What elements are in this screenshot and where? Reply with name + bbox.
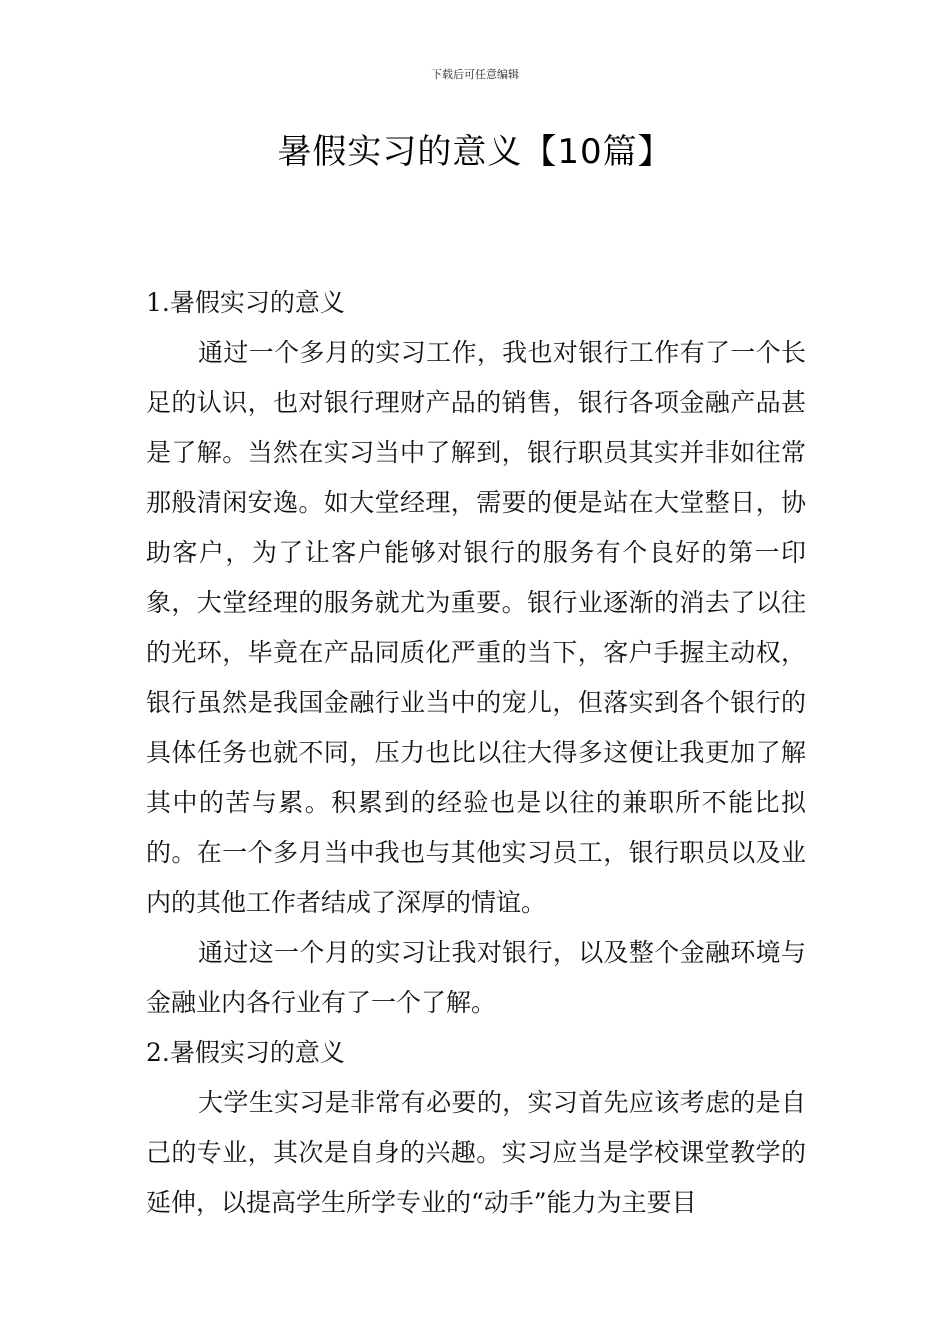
section-heading-1: 1.暑假实习的意义 xyxy=(146,288,345,317)
paragraph-2-1: 大学生实习是非常有必要的，实习首先应该考虑的是自己的专业，其次是自身的兴趣。实习应当是学校课堂教学的延伸，以提高学生所学专业的“动手”能力为主要目 xyxy=(146,1088,806,1217)
header-note: 下载后可任意编辑 xyxy=(431,68,519,81)
page-title: 暑假实习的意义【10篇】 xyxy=(277,132,673,172)
document-body xyxy=(146,278,806,1228)
section-heading-2: 2.暑假实习的意义 xyxy=(146,1038,345,1067)
paragraph-1-1: 通过一个多月的实习工作，我也对银行工作有了一个长足的认识，也对银行理财产品的销售，银行各项金融产品甚是了解。当然在实习当中了解到，银行职员其实并非如往常那般清闲安逸。如大堂经理，需要的便是站在大堂整日，协助客户，为了让客户能够对银行的服务有个良好的第一印象，大堂经理的服务就尤为重要。银行业逐渐的消去了以往的光环，毕竟在产品同质化严重的当下，客户手握主动权，银行虽然是我国金融行业当中的宠儿，但落实到各个银行的具体任务也就不同，压力也比以往大得多这便让我更加了解其中的苦与累。积累到的经验也是以往的兼职所不能比拟的。在一个多月当中我也与其他实习员工，银行职员以及业内的其他工作者结成了深厚的情谊。 xyxy=(146,338,806,917)
paragraph-1-2: 通过这一个月的实习让我对银行，以及整个金融环境与金融业内各行业有了一个了解。 xyxy=(146,938,806,1017)
